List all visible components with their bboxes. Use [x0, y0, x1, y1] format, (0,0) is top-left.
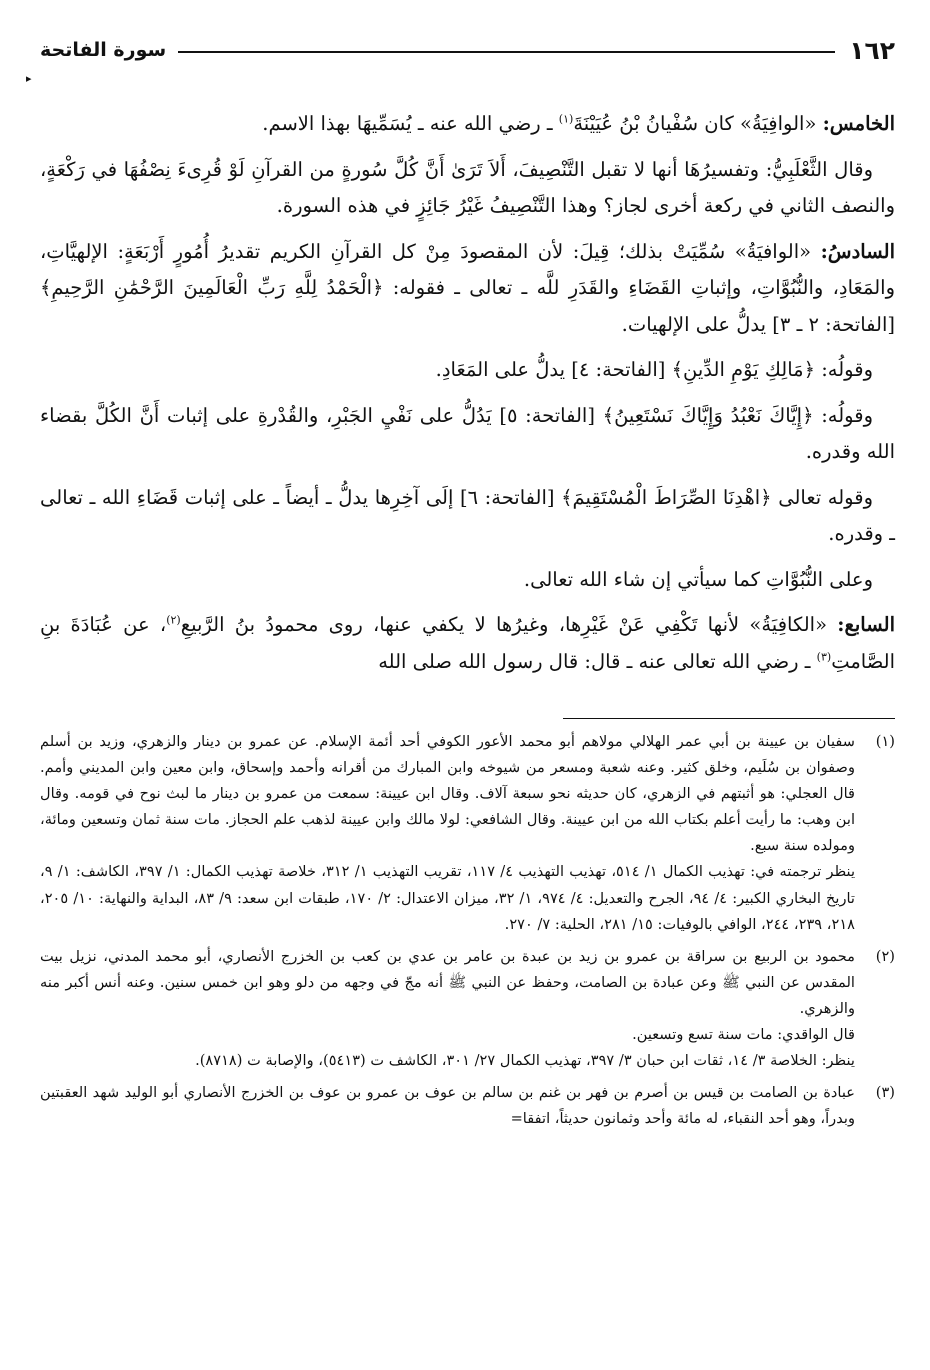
paragraph-thalabi: وقال الثَّعْلَبِيُّ: وتفسيرُهَا أنها لا تقبل التَّنْصِيفَ، أَلاَ تَرَىٰ أَنَّ كُلَّ سُورةٍ من القرآنِ لَوْ قُرِىءَ نِصْفُهَا في رَكْعَةٍ، والنصف الثاني في ركعة أخرى لجاز؟ وهذا التَّنْصِيفُ غَيْرُ جَائِزٍ في هذه السورة. [40, 157, 895, 217]
running-header [26, 30, 895, 85]
footnote-ref-1[interactable]: (١) [558, 112, 574, 126]
footnote-text: قال الواقدي: مات سنة تسع وتسعين. [632, 1026, 855, 1044]
footnote-text: عبادة بن الصامت بن قيس بن أصرم بن فهر بن غنم بن سالم بن عوف بن عمرو بن عوف بن الخزرج الأنصاري أبو الوليد شهد العقبتين وبدراً، وهو أحد النقباء، له مائة وأحد وثمانون حديثاً، اتفقا= [40, 1084, 855, 1128]
paragraph-iyyaka: وقولُه: ﴿إِيَّاكَ نَعْبُدُ وَإِيَّاكَ نَسْتَعِينُ﴾ [الفاتحة: ٥] يَدُلُّ على نَفْيِ الجَبْرِ، والقُدْرةِ على إثبات أَنَّ الكُلَّ بقضاء الله وقدره. [40, 403, 895, 463]
footnote-references: ينظر ترجمته في: تهذيب الكمال ١/ ٥١٤، تهذيب التهذيب ٤/ ١١٧، تقريب التهذيب ١/ ٣١٢، خلاصة تهذيب الكمال: ١/ ٣٩٧، الكاشف: ١/ ٩، تاريخ البخاري الكبير: ٤/ ٩٤، الجرح والتعديل: ٤/ ٩٧٤، ١/ ٣٢، ميزان الاعتدال: ٢/ ١٧٠، طبقات ابن سعد: ٩/ ٨٣، البداية والنهاية: ١٠/ ٢٠٥، ٢١٨، ٢٣٩، ٢٤٤، الوافي بالوفيات: ١٥/ ٢٨١، الحلية: ٧/ ٢٧٠. [40, 863, 856, 933]
paragraph-seventh: السابع: «الكافِيَةُ» لأنها تَكْفِي عَنْ غَيْرِها، وغيرُها لا يكفي عنها، روى محمودُ بنُ الرَّبيعِ$^{(٢)}$، عن عُبَادَةَ بنِ الصَّامتِ$^{(٣)}$ ـ رضي الله تعالى عنه ـ قال: قال رسول الله صلى الله [40, 613, 895, 673]
surah-title: سورة الفاتحة [40, 39, 167, 61]
paragraph-maliki: وقولُه: ﴿مَالِكِ يَوْمِ الدِّينِ﴾ [الفاتحة: ٤] يدلُّ على المَعَادِ. [435, 358, 873, 381]
footnote-2 [40, 944, 895, 1074]
paragraph-prophecy: وعلى النُّبُوَّاتِ كما سيأتي إن شاء الله تعالى. [523, 567, 873, 591]
page-number: ١٦٢ [849, 35, 895, 65]
main-text [40, 106, 895, 680]
keyword-fifth: الخامس: [822, 112, 895, 135]
footnote-number: (٣) [875, 1084, 895, 1102]
footnote-text: محمود بن الربيع بن سراقة بن عمرو بن زيد بن عبدة بن عامر بن عدي بن كعب بن الخزرج الأنصاري، أبو محمد المدني، نزيل بيت المقدس عن النبي ﷺ وعن عبادة بن الصامت، وحفظ عن النبي ﷺ أنه مجّ في وجهه من دلو وهو ابن خمس سنين. وعنه أنس أكبر منه والزهري. [40, 947, 855, 1017]
paragraph-sixth: السادسُ: «الوافيَةُ» سُمِّيَتْ بذلك؛ قِيلَ: لأن المقصودَ مِنْ كل القرآنِ الكريم تقديرُ أُمُورٍ أَرْبَعَةٍ: الإلهيَّاتِ، والمَعَادِ، والنُّبُوَّاتِ، وإثباتِ القَضَاءِ والقَدَرِ للَّه ـ تعالى ـ فقوله: ﴿الْحَمْدُ لِلَّهِ رَبِّ الْعَالَمِينَ الرَّحْمَٰنِ الرَّحِيمِ﴾ [الفاتحة: ٢ ـ ٣] يدلُّ على الإلهيات. [40, 239, 895, 336]
footnote-3 [40, 1080, 895, 1132]
footnote-number: (٢) [875, 947, 895, 965]
footnote-references: ينظر: الخلاصة ٣/ ١٤، ثقات ابن حبان ٣/ ٣٩٧، تهذيب الكمال ٢٧/ ٣٠١، الكاشف ت (٥٤١٣)، والإصابة ت (٨٧١٨). [195, 1052, 855, 1070]
header-rule [178, 51, 835, 53]
paragraph-ihdina: وقوله تعالى ﴿اهْدِنَا الصِّرَاطَ الْمُسْتَقِيمَ﴾ [الفاتحة: ٦] إلَى آخِرِها يدلُّ ـ أيضاً ـ على إثبات قَضَاءِ الله ـ تعالى ـ وقدره. [40, 485, 895, 545]
book-page [26, 30, 895, 1138]
footnote-separator [563, 718, 895, 719]
footnote-text: سفيان بن عيينة بن أبي عمر الهلالي مولاهم أبو محمد الأعور الكوفي أحد أئمة الإسلام. عن عمرو بن دينار والزهري، وزيد بن أسلم وصفوان بن سُلَيم، وخلق كثير. وعنه شعبة ومسعر من شيوخه وابن المبارك من أقرانه وأحمد وإسحاق، وابن معين وابن المديني وأمم. قال العجلي: هو أثبتهم في الزهري، كان حديثه نحو سبعة آلاف. وقال ابن عيينة: سمعت من عمرو بن دينار ما لبث نوح في قومه. وقال ابن وهب: ما رأيت أعلم بكتاب الله من ابن عيينة. وقال الشافعي: لولا مالك وابن عيينة لذهب علم الحجاز. مات سنة ثمان وتسعين ومائة، ومولده سنة سبع. [40, 733, 855, 855]
footnote-ref-2[interactable]: (٢) [166, 613, 181, 627]
footnote-number: (١) [875, 733, 895, 750]
footnote-ref-3[interactable]: (٣) [816, 650, 832, 663]
footnotes [40, 729, 895, 1132]
footnote-1 [40, 729, 895, 938]
keyword-seventh: السابع: [837, 613, 895, 636]
paragraph-fifth: الخامس: «الوافِيَةُ» كان سُفْيانُ بْنُ عُيَيْنَةَ$^{(١)}$ ـ رضي الله عنه ـ يُسَمِّيهَا بهذا الاسم. [262, 112, 895, 135]
keyword-sixth: السادسُ: [820, 239, 895, 263]
corner-arrow-icon: ▸ [26, 72, 32, 85]
